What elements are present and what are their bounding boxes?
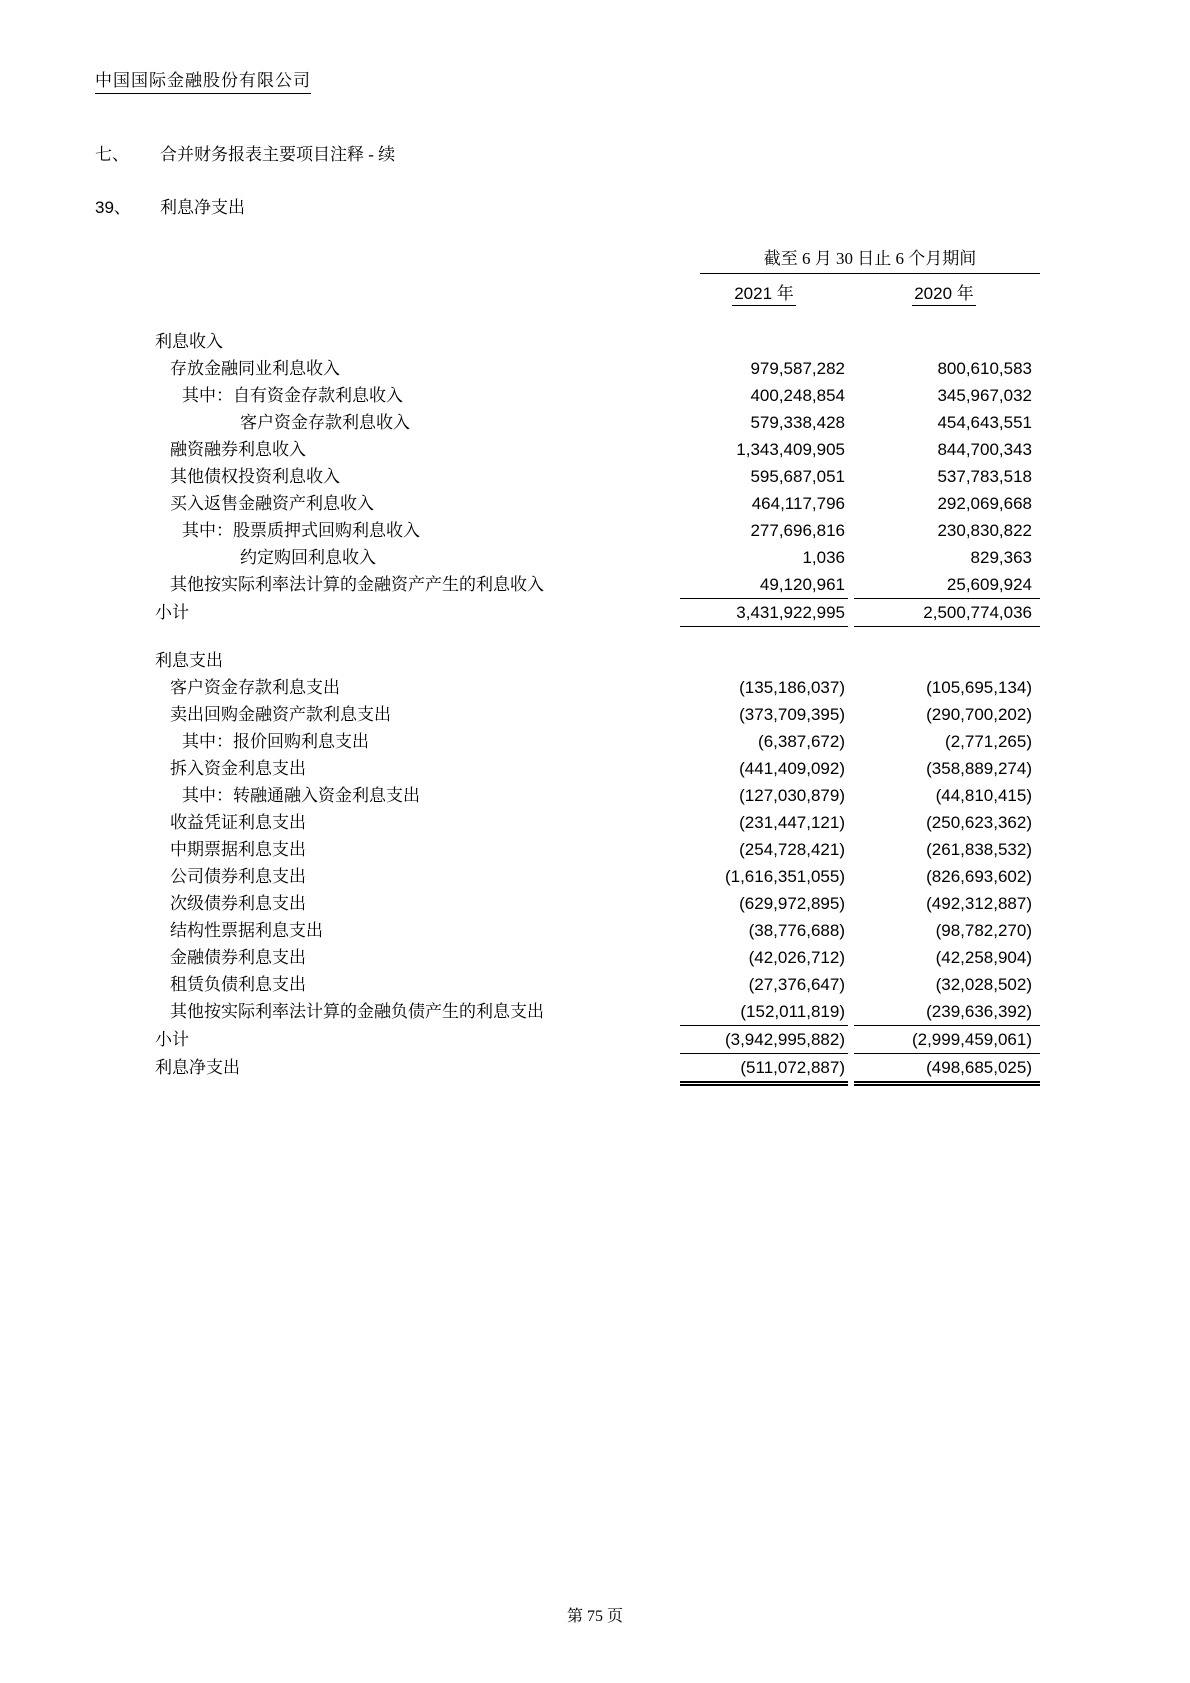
table-row (155, 1026, 1040, 1054)
value-2021: 277,696,816 (750, 521, 845, 540)
value-2020: (2,999,459,061) (854, 1026, 1040, 1054)
row-label: 小计 (155, 1030, 189, 1049)
table-row (155, 836, 1040, 863)
value-2021: 49,120,961 (680, 571, 848, 599)
row-label: 小计 (155, 603, 189, 622)
table-row (155, 971, 1040, 998)
table-row (155, 355, 1040, 382)
table-row (155, 463, 1040, 490)
table-row (155, 917, 1040, 944)
interest-table (155, 244, 1040, 1086)
value-2021: 1,343,409,905 (736, 440, 845, 459)
table-row (155, 890, 1040, 917)
table-row (155, 809, 1040, 836)
row-label: 结构性票据利息支出 (170, 921, 323, 940)
value-2020: (239,636,392) (854, 998, 1040, 1026)
value-2020: 2,500,774,036 (854, 599, 1040, 627)
value-2021: (27,376,647) (748, 975, 845, 994)
row-label: 客户资金存款利息支出 (170, 678, 340, 697)
value-2020 (854, 328, 1040, 355)
section-title: 合并财务报表主要项目注释 - 续 (160, 145, 396, 164)
section-number: 七、 (95, 145, 129, 164)
row-label: 其他债权投资利息收入 (170, 467, 340, 486)
table-row (155, 998, 1040, 1026)
value-2020: (2,771,265) (945, 732, 1032, 751)
value-2021: (254,728,421) (739, 840, 845, 859)
row-label: 利息支出 (155, 651, 223, 670)
table-spacer (155, 627, 1040, 647)
table-row (155, 944, 1040, 971)
value-2020: (42,258,904) (935, 948, 1032, 967)
table-row (155, 1054, 1040, 1086)
value-2020 (854, 647, 1040, 674)
row-label: 客户资金存款利息收入 (240, 413, 410, 432)
table-row (155, 599, 1040, 627)
value-2021: 464,117,796 (751, 494, 845, 513)
row-label: 其中：股票质押式回购利息收入 (182, 521, 420, 540)
value-2020: 292,069,668 (937, 494, 1032, 513)
value-2020: (492,312,887) (926, 894, 1032, 913)
value-2021: (42,026,712) (748, 948, 845, 967)
column-header-2021 (680, 279, 848, 306)
value-2020: (498,685,025) (854, 1054, 1040, 1086)
section-heading (95, 140, 1095, 165)
row-label: 中期票据利息支出 (170, 840, 306, 859)
table-row (155, 647, 1040, 674)
value-2021: 400,248,854 (750, 386, 845, 405)
table-row (155, 544, 1040, 571)
row-label: 利息净支出 (155, 1058, 240, 1077)
table-row (155, 490, 1040, 517)
value-2021: 3,431,922,995 (680, 599, 848, 627)
table-row (155, 436, 1040, 463)
row-label: 其中：自有资金存款利息收入 (182, 386, 403, 405)
row-label: 租赁负债利息支出 (170, 975, 306, 994)
note-heading (95, 193, 1095, 218)
table-row (155, 382, 1040, 409)
year-2020-label: 2020 年 (912, 279, 976, 306)
value-2020: 844,700,343 (937, 440, 1032, 459)
value-2021: (511,072,887) (680, 1054, 848, 1086)
table-row (155, 782, 1040, 809)
value-2021: 579,338,428 (750, 413, 845, 432)
table-row (155, 863, 1040, 890)
table-row (155, 571, 1040, 599)
value-2020: 25,609,924 (854, 571, 1040, 599)
value-2021: (152,011,819) (680, 998, 848, 1026)
row-label: 其中：报价回购利息支出 (182, 732, 369, 751)
row-label: 存放金融同业利息收入 (170, 359, 340, 378)
table-row (155, 328, 1040, 355)
value-2021: 979,587,282 (750, 359, 845, 378)
table-body (155, 328, 1040, 1086)
table-row (155, 728, 1040, 755)
row-label: 其他按实际利率法计算的金融负债产生的利息支出 (170, 1002, 544, 1021)
year-2021-label: 2021 年 (732, 279, 796, 306)
value-2021: (629,972,895) (739, 894, 845, 913)
row-label: 买入返售金融资产利息收入 (170, 494, 374, 513)
value-2021 (680, 647, 848, 674)
table-row (155, 701, 1040, 728)
value-2020: 454,643,551 (937, 413, 1032, 432)
table-row (155, 409, 1040, 436)
page-number: 第 75 页 (566, 1608, 623, 1625)
value-2021: (231,447,121) (739, 813, 845, 832)
value-2021: (38,776,688) (748, 921, 845, 940)
row-label: 金融债券利息支出 (170, 948, 306, 967)
note-number: 39、 (95, 198, 131, 217)
value-2020: 537,783,518 (937, 467, 1032, 486)
value-2021: (6,387,672) (758, 732, 845, 751)
table-row (155, 755, 1040, 782)
value-2021: (373,709,395) (739, 705, 845, 724)
value-2021: 1,036 (802, 548, 845, 567)
value-2021: (3,942,995,882) (680, 1026, 848, 1054)
row-label: 其他按实际利率法计算的金融资产产生的利息收入 (170, 575, 544, 594)
value-2021: (135,186,037) (739, 678, 845, 697)
value-2021 (680, 328, 848, 355)
value-2020: 230,830,822 (937, 521, 1032, 540)
row-label: 收益凭证利息支出 (170, 813, 306, 832)
value-2020: 345,967,032 (937, 386, 1032, 405)
value-2020: (105,695,134) (926, 678, 1032, 697)
value-2020: 829,363 (970, 548, 1032, 567)
value-2020: 800,610,583 (937, 359, 1032, 378)
table-row (155, 517, 1040, 544)
value-2021: 595,687,051 (750, 467, 845, 486)
value-2020: (98,782,270) (935, 921, 1032, 940)
row-label: 拆入资金利息支出 (170, 759, 306, 778)
row-label: 约定购回利息收入 (240, 548, 376, 567)
value-2021: (1,616,351,055) (724, 867, 845, 886)
value-2021: (127,030,879) (739, 786, 845, 805)
table-row (155, 674, 1040, 701)
value-2020: (250,623,362) (926, 813, 1032, 832)
value-2020: (261,838,532) (926, 840, 1032, 859)
value-2020: (32,028,502) (935, 975, 1032, 994)
note-title: 利息净支出 (160, 198, 245, 217)
value-2020: (358,889,274) (926, 759, 1032, 778)
row-label: 公司债券利息支出 (170, 867, 306, 886)
period-header: 截至 6 月 30 日止 6 个月期间 (700, 244, 1040, 274)
value-2021: (441,409,092) (739, 759, 845, 778)
value-2020: (290,700,202) (926, 705, 1032, 724)
company-name: 中国国际金融股份有限公司 (95, 66, 311, 94)
value-2020: (826,693,602) (926, 867, 1032, 886)
column-headers (680, 279, 1040, 306)
row-label: 其中：转融通融入资金利息支出 (182, 786, 420, 805)
row-label: 次级债券利息支出 (170, 894, 306, 913)
row-label: 融资融券利息收入 (170, 440, 306, 459)
value-2020: (44,810,415) (935, 786, 1032, 805)
row-label: 卖出回购金融资产款利息支出 (170, 705, 391, 724)
row-label: 利息收入 (155, 332, 223, 351)
column-header-2020 (848, 279, 1040, 306)
